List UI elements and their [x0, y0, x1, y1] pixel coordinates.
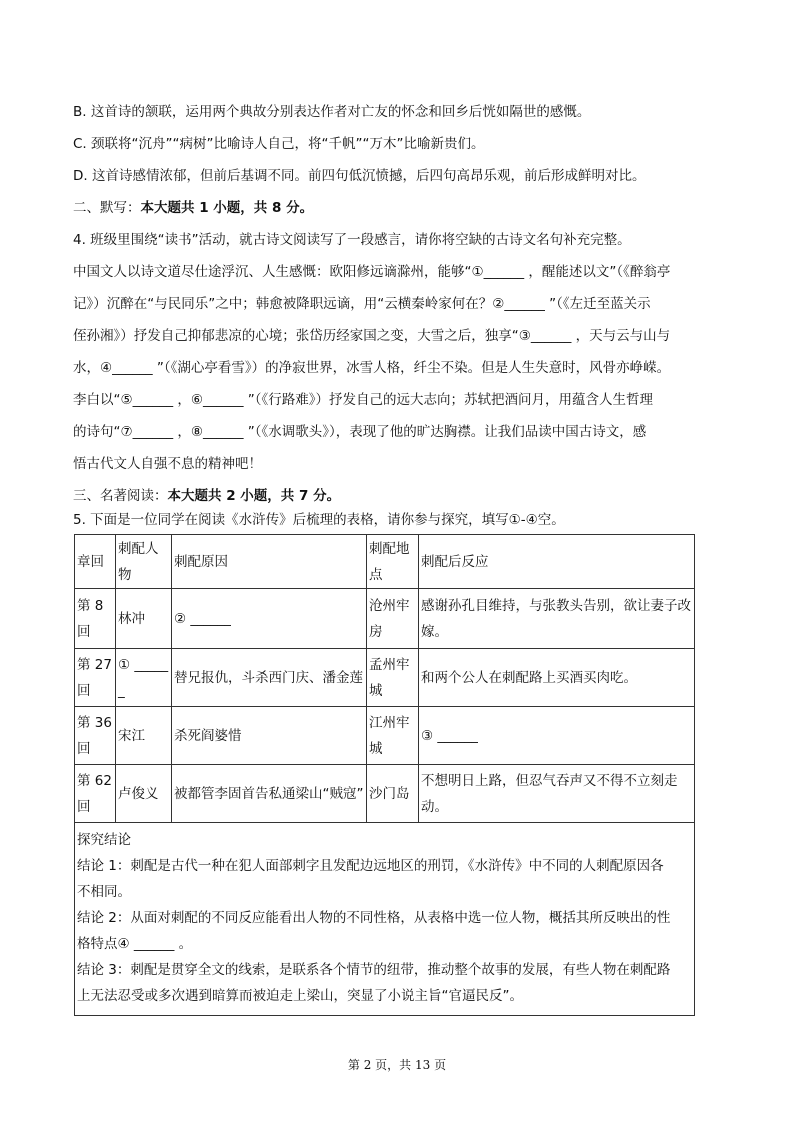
q4-passage-line: 水，④______ ”（《湖心亭看雪》）的净寂世界，冰雪人格，纤尘不染。但是人生失意时，风骨亦峥嵘。 [73, 360, 671, 376]
q5-stem: 5. 下面是一位同学在阅读《水浒传》后梳理的表格，请你参与探究，填写①-④空。 [73, 512, 565, 528]
conclusion-line: 格特点④ ______ 。 [77, 936, 193, 952]
conclusion-line: 不相同。 [77, 884, 131, 900]
table-cell: 江州牢城 [367, 707, 419, 765]
q4-passage-line: 中国文人以诗文道尽仕途浮沉、人生感慨：欧阳修远谪滁州，能够“①______ ，醒能述以文”（《醉翁亭 [73, 264, 671, 280]
table-header-row [75, 535, 695, 589]
table-cell: 宋江 [116, 707, 172, 765]
table-row [75, 707, 695, 765]
table-cell: 不想明日上路，但忍气吞声又不得不立刻走动。 [419, 765, 695, 823]
table-cell: ③ ______ [419, 707, 695, 765]
q4-stem: 4. 班级里围绕“读书”活动，就古诗文阅读写了一段感言，请你将空缺的古诗文名句补充完整。 [73, 232, 631, 248]
header-cell: 刺配人物 [116, 535, 172, 589]
table-cell: 第 62 回 [75, 765, 116, 823]
conclusion-cell [75, 823, 695, 1016]
section-2-heading [73, 198, 313, 218]
header-cell: 刺配地点 [367, 535, 419, 589]
table-cell: 沙门岛 [367, 765, 419, 823]
option-c: C. 颈联将“沉舟”“病树”比喻诗人自己，将“千帆”“万木”比喻新贵们。 [73, 136, 485, 152]
table-cell: 林冲 [116, 589, 172, 649]
conclusion-row [75, 823, 695, 1016]
conclusion-line: 结论 1：刺配是古代一种在犯人面部刺字且发配边远地区的刑罚，《水浒传》中不同的人刺配原因各 [77, 858, 664, 874]
table-cell: ① ______ [116, 649, 172, 707]
q4-passage-line: 李白以“⑤______ ，⑥______ ”（《行路难》）抒发自己的远大志向；苏轼把酒问月，用蕴含人生哲理 [73, 392, 654, 408]
option-b: B. 这首诗的颔联，运用两个典故分别表达作者对亡友的怀念和回乡后恍如隔世的感慨。 [73, 104, 591, 120]
table-cell: 卢俊义 [116, 765, 172, 823]
table-cell: 第 8 回 [75, 589, 116, 649]
q4-passage-line: 记》）沉醉在“与民同乐”之中；韩愈被降职远谪，用“云横秦岭家何在？②______ ”（《左迁至蓝关示 [73, 296, 651, 312]
section-3-prefix: 三、名著阅读： [73, 488, 168, 504]
table-row [75, 589, 695, 649]
table-cell: 第 36 回 [75, 707, 116, 765]
table-cell: 沧州牢房 [367, 589, 419, 649]
section-3-info: 本大题共 2 小题，共 7 分。 [167, 488, 341, 504]
table-cell: 孟州牢城 [367, 649, 419, 707]
table-cell: 第 27 回 [75, 649, 116, 707]
table-cell: 杀死阎婆惜 [172, 707, 367, 765]
table-cell: 和两个公人在刺配路上买酒买肉吃。 [419, 649, 695, 707]
option-d: D. 这首诗感情浓郁，但前后基调不同。前四句低沉愤撼，后四句高昂乐观，前后形成鲜明对比。 [73, 168, 646, 184]
table-cell: 替兄报仇，斗杀西门庆、潘金莲 [172, 649, 367, 707]
table-cell: 感谢孙孔目维持，与张教头告别，欲让妻子改嫁。 [419, 589, 695, 649]
conclusion-line: 结论 3：刺配是贯穿全文的线索，是联系各个情节的纽带，推动整个故事的发展，有些人物在刺配路 [77, 962, 671, 978]
table-cell: 被都管李固首告私通梁山“贼寇” [172, 765, 367, 823]
section-2-info: 本大题共 1 小题，共 8 分。 [140, 200, 314, 216]
header-cell: 章回 [75, 535, 116, 589]
table-row [75, 649, 695, 707]
water-margin-table [74, 534, 695, 1016]
header-cell: 刺配后反应 [419, 535, 695, 589]
q4-passage-line: 悟古代文人自强不息的精神吧！ [73, 456, 262, 472]
q4-passage-line: 侄孙湘》）抒发自己抑郁悲凉的心境；张岱历经家国之变，大雪之后，独享“③______ ，天与云与山与 [73, 328, 671, 344]
page-footer: 第 2 页，共 13 页 [347, 1058, 447, 1072]
header-cell: 刺配原因 [172, 535, 367, 589]
conclusion-line: 上无法忍受或多次遇到暗算而被迫走上梁山，突显了小说主旨“官逼民反”。 [77, 988, 523, 1004]
table-row [75, 765, 695, 823]
section-2-prefix: 二、默写： [73, 200, 141, 216]
conclusion-title: 探究结论 [77, 832, 131, 848]
q4-passage-line: 的诗句“⑦______ ，⑧______ ”（《水调歌头》），表现了他的旷达胸襟。让我们品读中国古诗文，感 [73, 424, 647, 440]
conclusion-line: 结论 2：从面对刺配的不同反应能看出人物的不同性格，从表格中选一位人物，概括其所反映出的性 [77, 910, 671, 926]
section-3-heading [73, 486, 340, 506]
table-cell: ② ______ [172, 589, 367, 649]
